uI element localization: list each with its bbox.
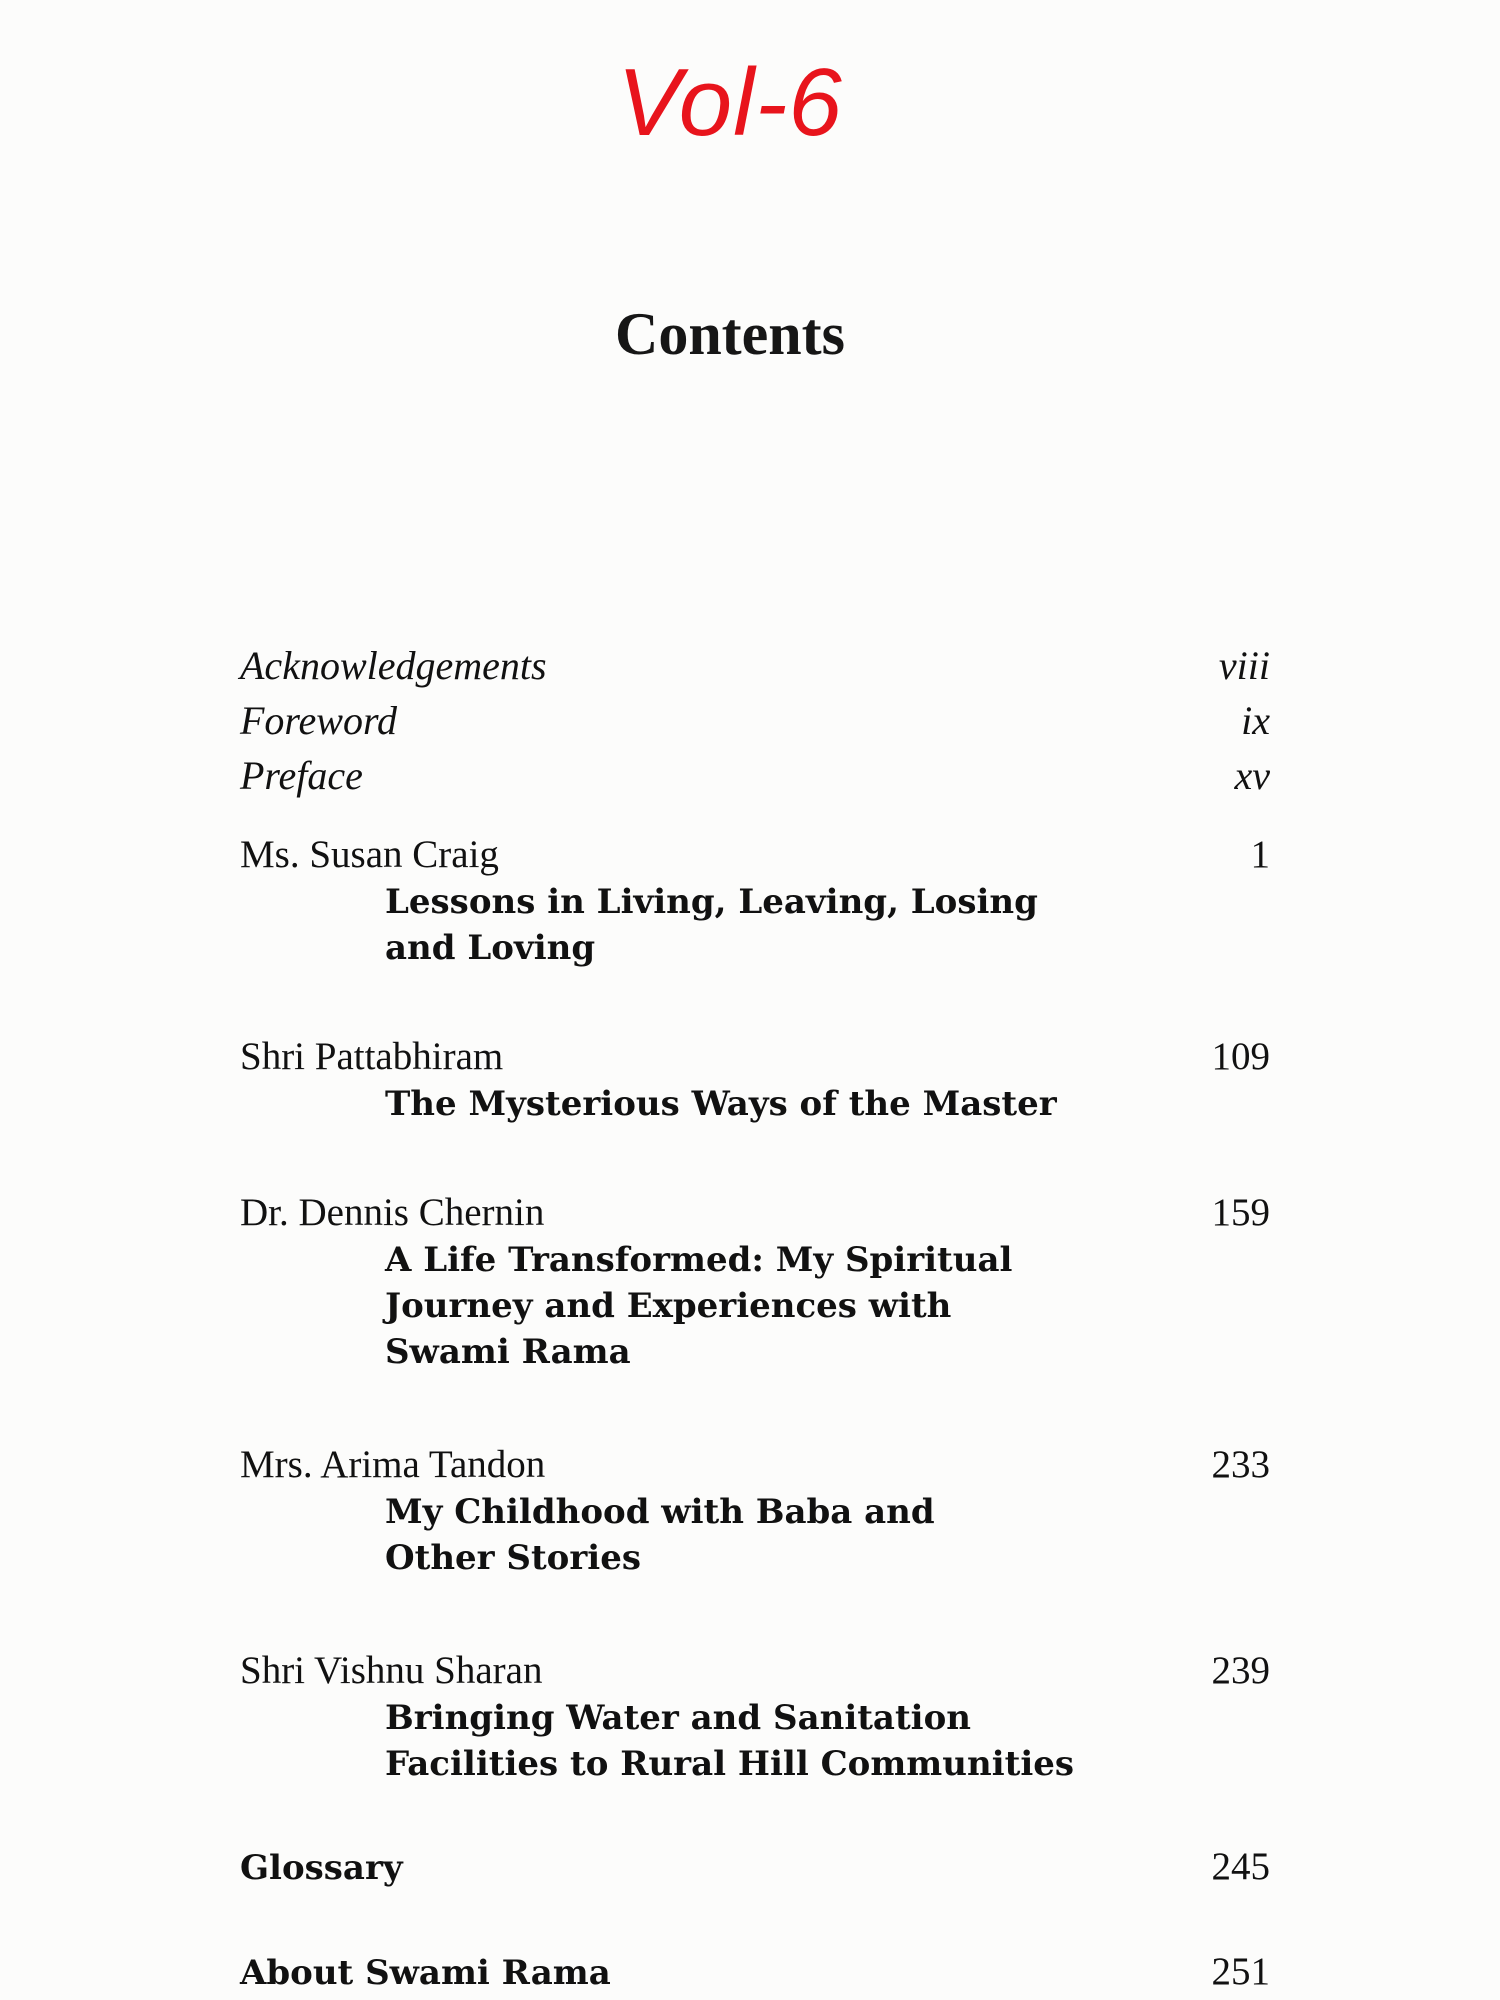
toc-author-name: Mrs. Arima Tandon <box>240 1443 546 1486</box>
toc-author-name: Shri Pattabhiram <box>240 1035 504 1078</box>
chapter-title-line: A Life Transformed: My Spiritual <box>385 1240 1013 1280</box>
toc-entry-susan-craig <box>240 831 1270 971</box>
toc-entry-dennis-chernin <box>240 1189 1270 1375</box>
toc-entry-label: Foreword <box>240 698 398 743</box>
toc-page-number: xv <box>1234 753 1270 798</box>
toc-entry-preface <box>240 748 1270 803</box>
toc-entry-label: About Swami Rama <box>240 1953 611 1993</box>
toc-chapter-title <box>385 1695 1105 1787</box>
toc-author-name: Ms. Susan Craig <box>240 833 499 876</box>
chapter-title-line: and Loving <box>385 928 596 968</box>
toc-page-number: 245 <box>1211 1845 1270 1888</box>
toc-chapter-title <box>385 1081 1105 1127</box>
toc-author-name: Shri Vishnu Sharan <box>240 1649 543 1692</box>
chapter-title-line: My Childhood with Baba and <box>385 1492 935 1532</box>
toc-entry-pattabhiram <box>240 1033 1270 1127</box>
toc-page-number: 109 <box>1211 1035 1270 1078</box>
toc-entry-glossary <box>240 1843 1270 1892</box>
toc-entry-label: Acknowledgements <box>240 643 547 688</box>
table-of-contents <box>240 638 1270 1997</box>
chapter-title-line: Facilities to Rural Hill Communities <box>385 1744 1075 1784</box>
chapter-title-line: Lessons in Living, Leaving, Losing <box>385 882 1038 922</box>
chapter-title-line: The Mysterious Ways of the Master <box>385 1084 1057 1124</box>
toc-entry-foreword <box>240 693 1270 748</box>
toc-page-number: 233 <box>1211 1443 1270 1486</box>
toc-page-number: 159 <box>1211 1191 1270 1234</box>
toc-entry-label: Preface <box>240 753 363 798</box>
toc-page-number: 251 <box>1211 1950 1270 1993</box>
toc-page-number: viii <box>1218 643 1270 688</box>
chapter-title-line: Swami Rama <box>385 1332 631 1372</box>
chapter-title-line: Other Stories <box>385 1538 641 1578</box>
chapter-title-line: Bringing Water and Sanitation <box>385 1698 971 1738</box>
volume-label: Vol-6 <box>617 49 843 156</box>
toc-entry-vishnu-sharan <box>240 1647 1270 1787</box>
toc-chapter-title <box>385 879 1105 971</box>
toc-chapter-title <box>385 1237 1105 1375</box>
toc-author-name: Dr. Dennis Chernin <box>240 1191 545 1234</box>
toc-page-number: ix <box>1241 698 1270 743</box>
toc-entry-label: Glossary <box>240 1848 403 1888</box>
toc-page-number: 1 <box>1250 833 1270 876</box>
chapter-title-line: Journey and Experiences with <box>385 1286 952 1326</box>
toc-page-number: 239 <box>1211 1649 1270 1692</box>
toc-entry-arima-tandon <box>240 1441 1270 1581</box>
toc-entry-about-swami-rama <box>240 1948 1270 1997</box>
toc-chapter-title <box>385 1489 1105 1581</box>
toc-entry-acknowledgements <box>240 638 1270 693</box>
page-title: Contents <box>614 301 845 367</box>
